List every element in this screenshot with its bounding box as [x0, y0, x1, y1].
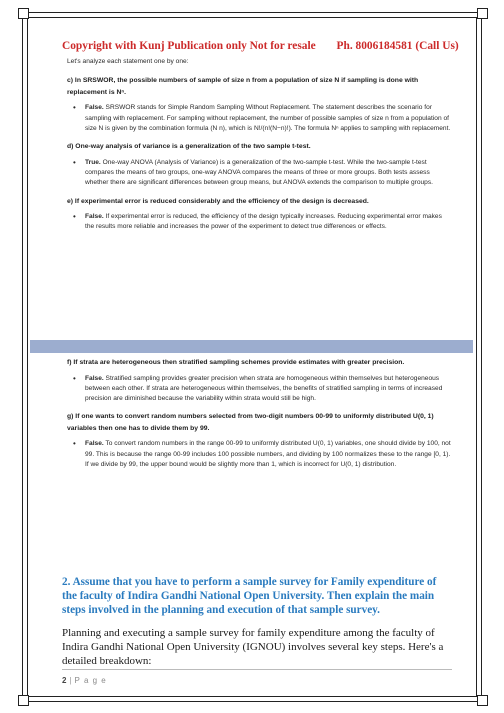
answer-g [67, 439, 452, 470]
answer-d [67, 158, 452, 189]
page-footer: 2 | P a g e [62, 676, 107, 685]
answer-f [67, 374, 452, 405]
page-number: 2 [62, 676, 67, 685]
question-d: d) One-way analysis of variance is a generalization of the two sample t-test. [67, 143, 311, 151]
answer-d-text: One-way ANOVA (Analysis of Variance) is a generalization of the two-sample t-test. While the two-sample t-test compares the means of two groups, one-way ANOVA compares the means of three or more groups. Both tests assess whether there are significant differences between group means, but ANOVA extends the comparison to multiple groups. [85, 158, 433, 187]
copyright-header [62, 40, 462, 52]
phone-text: Ph. 8006184581 (Call Us) [336, 40, 459, 52]
verdict-f: False. [85, 374, 104, 382]
copyright-text: Copyright with Kunj Publication only Not for resale [62, 40, 316, 52]
answer-c-text: SRSWOR stands for Simple Random Sampling Without Replacement. The statement describes the scenario for sampling with replacement. For sampling without replacement, the number of possible samples of size n from a population of size N is given by the combination formula (N n), which is N!/(n!(N−n)!). The formula Nⁿ applies to sampling with replacement. [85, 104, 451, 132]
answer-content [67, 57, 452, 240]
corner-ornament [18, 8, 29, 19]
watermark-band [30, 340, 473, 353]
answer-f-text: Stratified sampling provides greater precision when strata are homogeneous within themselves but heterogeneous between each other. If strata are heterogeneous within themselves, the benefits of stratified sampling in terms of increased precision are diminished because the variability within strata would still be high. [85, 374, 443, 403]
intro-line: Let's analyze each statement one by one: [67, 58, 189, 65]
verdict-d: True. [85, 158, 101, 166]
question-e: e) If experimental error is reduced considerably and the efficiency of the design is decreased. [67, 197, 369, 205]
section-2-body: Planning and executing a sample survey for family expenditure among the faculty of Indira Gandhi National Open University (IGNOU) involves several key steps. Here's a detailed breakdown: [62, 627, 444, 667]
footer-divider [62, 669, 452, 670]
question-f: f) If strata are heterogeneous then stratified sampling schemes provide estimates with greater precision. [67, 359, 405, 366]
answer-g-text: To convert random numbers in the range 00-99 to uniformly distributed U(0, 1) variables, one should divide by 100, not 99. This is because the range 00-99 includes 100 possible numbers, and dividing by 100 normalizes these to the range [0, 1). If we divide by 99, the upper bound would be slightly more than 1, which is incorrect for U(0, 1) distribution. [85, 440, 451, 468]
page-label: P a g e [74, 676, 107, 685]
verdict-e: False. [85, 213, 104, 221]
corner-ornament [18, 695, 29, 706]
question-g: g) If one wants to convert random numbers selected from two-digit numbers 00-99 to uniformly distributed U(0, 1) variables then one has to divide them by 99. [67, 413, 434, 432]
answer-e [67, 212, 452, 233]
answer-e-text: If experimental error is reduced, the efficiency of the design typically increases. Reducing experimental error makes the results more reliable and increases the power of the experiment to detect true differences or effects. [85, 213, 442, 231]
answer-content-lower [67, 357, 452, 477]
section-2-heading: 2. Assume that you have to perform a sample survey for Family expenditure of the faculty of Indira Gandhi National Open University. Then explain the main steps involved in the planning and execution of that sample survey. [62, 576, 437, 616]
verdict-g: False. [85, 440, 104, 448]
corner-ornament [477, 8, 488, 19]
answer-c [67, 103, 452, 134]
question-c: c) In SRSWOR, the possible numbers of sample of size n from a population of size N if sampling is done with replacement is Nⁿ. [67, 77, 419, 96]
verdict-c: False. [85, 104, 104, 112]
corner-ornament [477, 695, 488, 706]
